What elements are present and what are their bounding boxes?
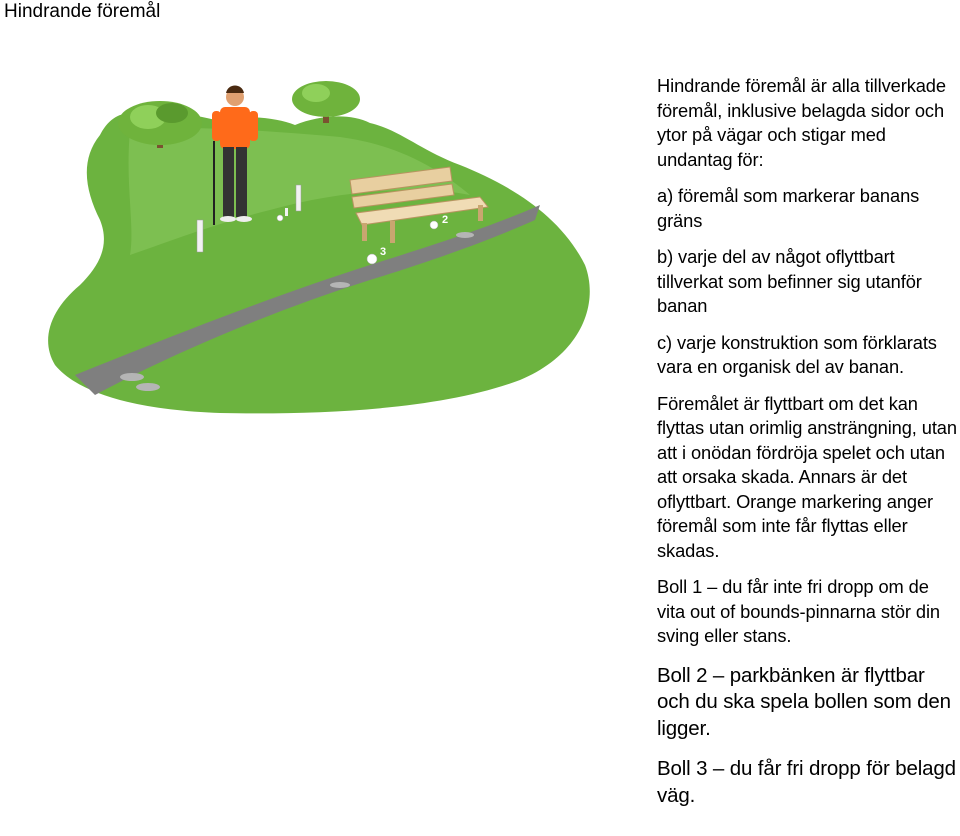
tree-right — [292, 81, 360, 123]
exception-item-c: c) varje konstruktion som förklarats vara en organisk del av banan. — [657, 331, 937, 377]
oob-stake — [296, 185, 301, 211]
ball-2-paragraph: Boll 2 – parkbänken är flyttbar och du ska spela bollen som den ligger. — [657, 663, 951, 740]
golf-ball-2 — [430, 221, 438, 229]
ball-label-2: 2 — [442, 214, 449, 226]
golf-ball-3 — [367, 254, 377, 264]
ball-label-3: 3 — [380, 246, 387, 258]
intro-paragraph: Hindrande föremål är alla tillverkade föremål, inklusive belagda sidor och ytor på vägar och stigar med undantag för: — [657, 75, 946, 170]
movable-paragraph: Föremålet är flyttbart om det kan flyttas utan orimlig ansträngning, utan att i onödan fördröja spelet och utan att orsaka skada. Annars är det oflyttbart. Orange markering anger föremål som inte får flyttas eller skadas. — [657, 392, 957, 561]
golf-ball-1 — [277, 215, 283, 221]
path-stone — [456, 232, 474, 238]
path-stone — [330, 282, 350, 288]
golf-course-illustration — [40, 75, 600, 420]
rule-text-column — [657, 74, 960, 809]
path-stone — [120, 373, 144, 381]
tee-marker — [285, 208, 288, 216]
page-title: Hindrande föremål — [4, 1, 161, 22]
exception-item-b: b) varje del av något oflyttbart tillverkat som befinner sig utanför banan — [657, 246, 922, 316]
oob-stake — [197, 220, 203, 252]
exception-item-a: a) föremål som markerar banans gräns — [657, 185, 920, 231]
ball-1-paragraph: Boll 1 – du får inte fri dropp om de vita out of bounds-pinnarna stör din sving eller stans. — [657, 576, 940, 646]
path-stone — [136, 383, 160, 391]
ball-3-paragraph: Boll 3 – du får fri dropp för belagd väg. — [657, 757, 956, 807]
